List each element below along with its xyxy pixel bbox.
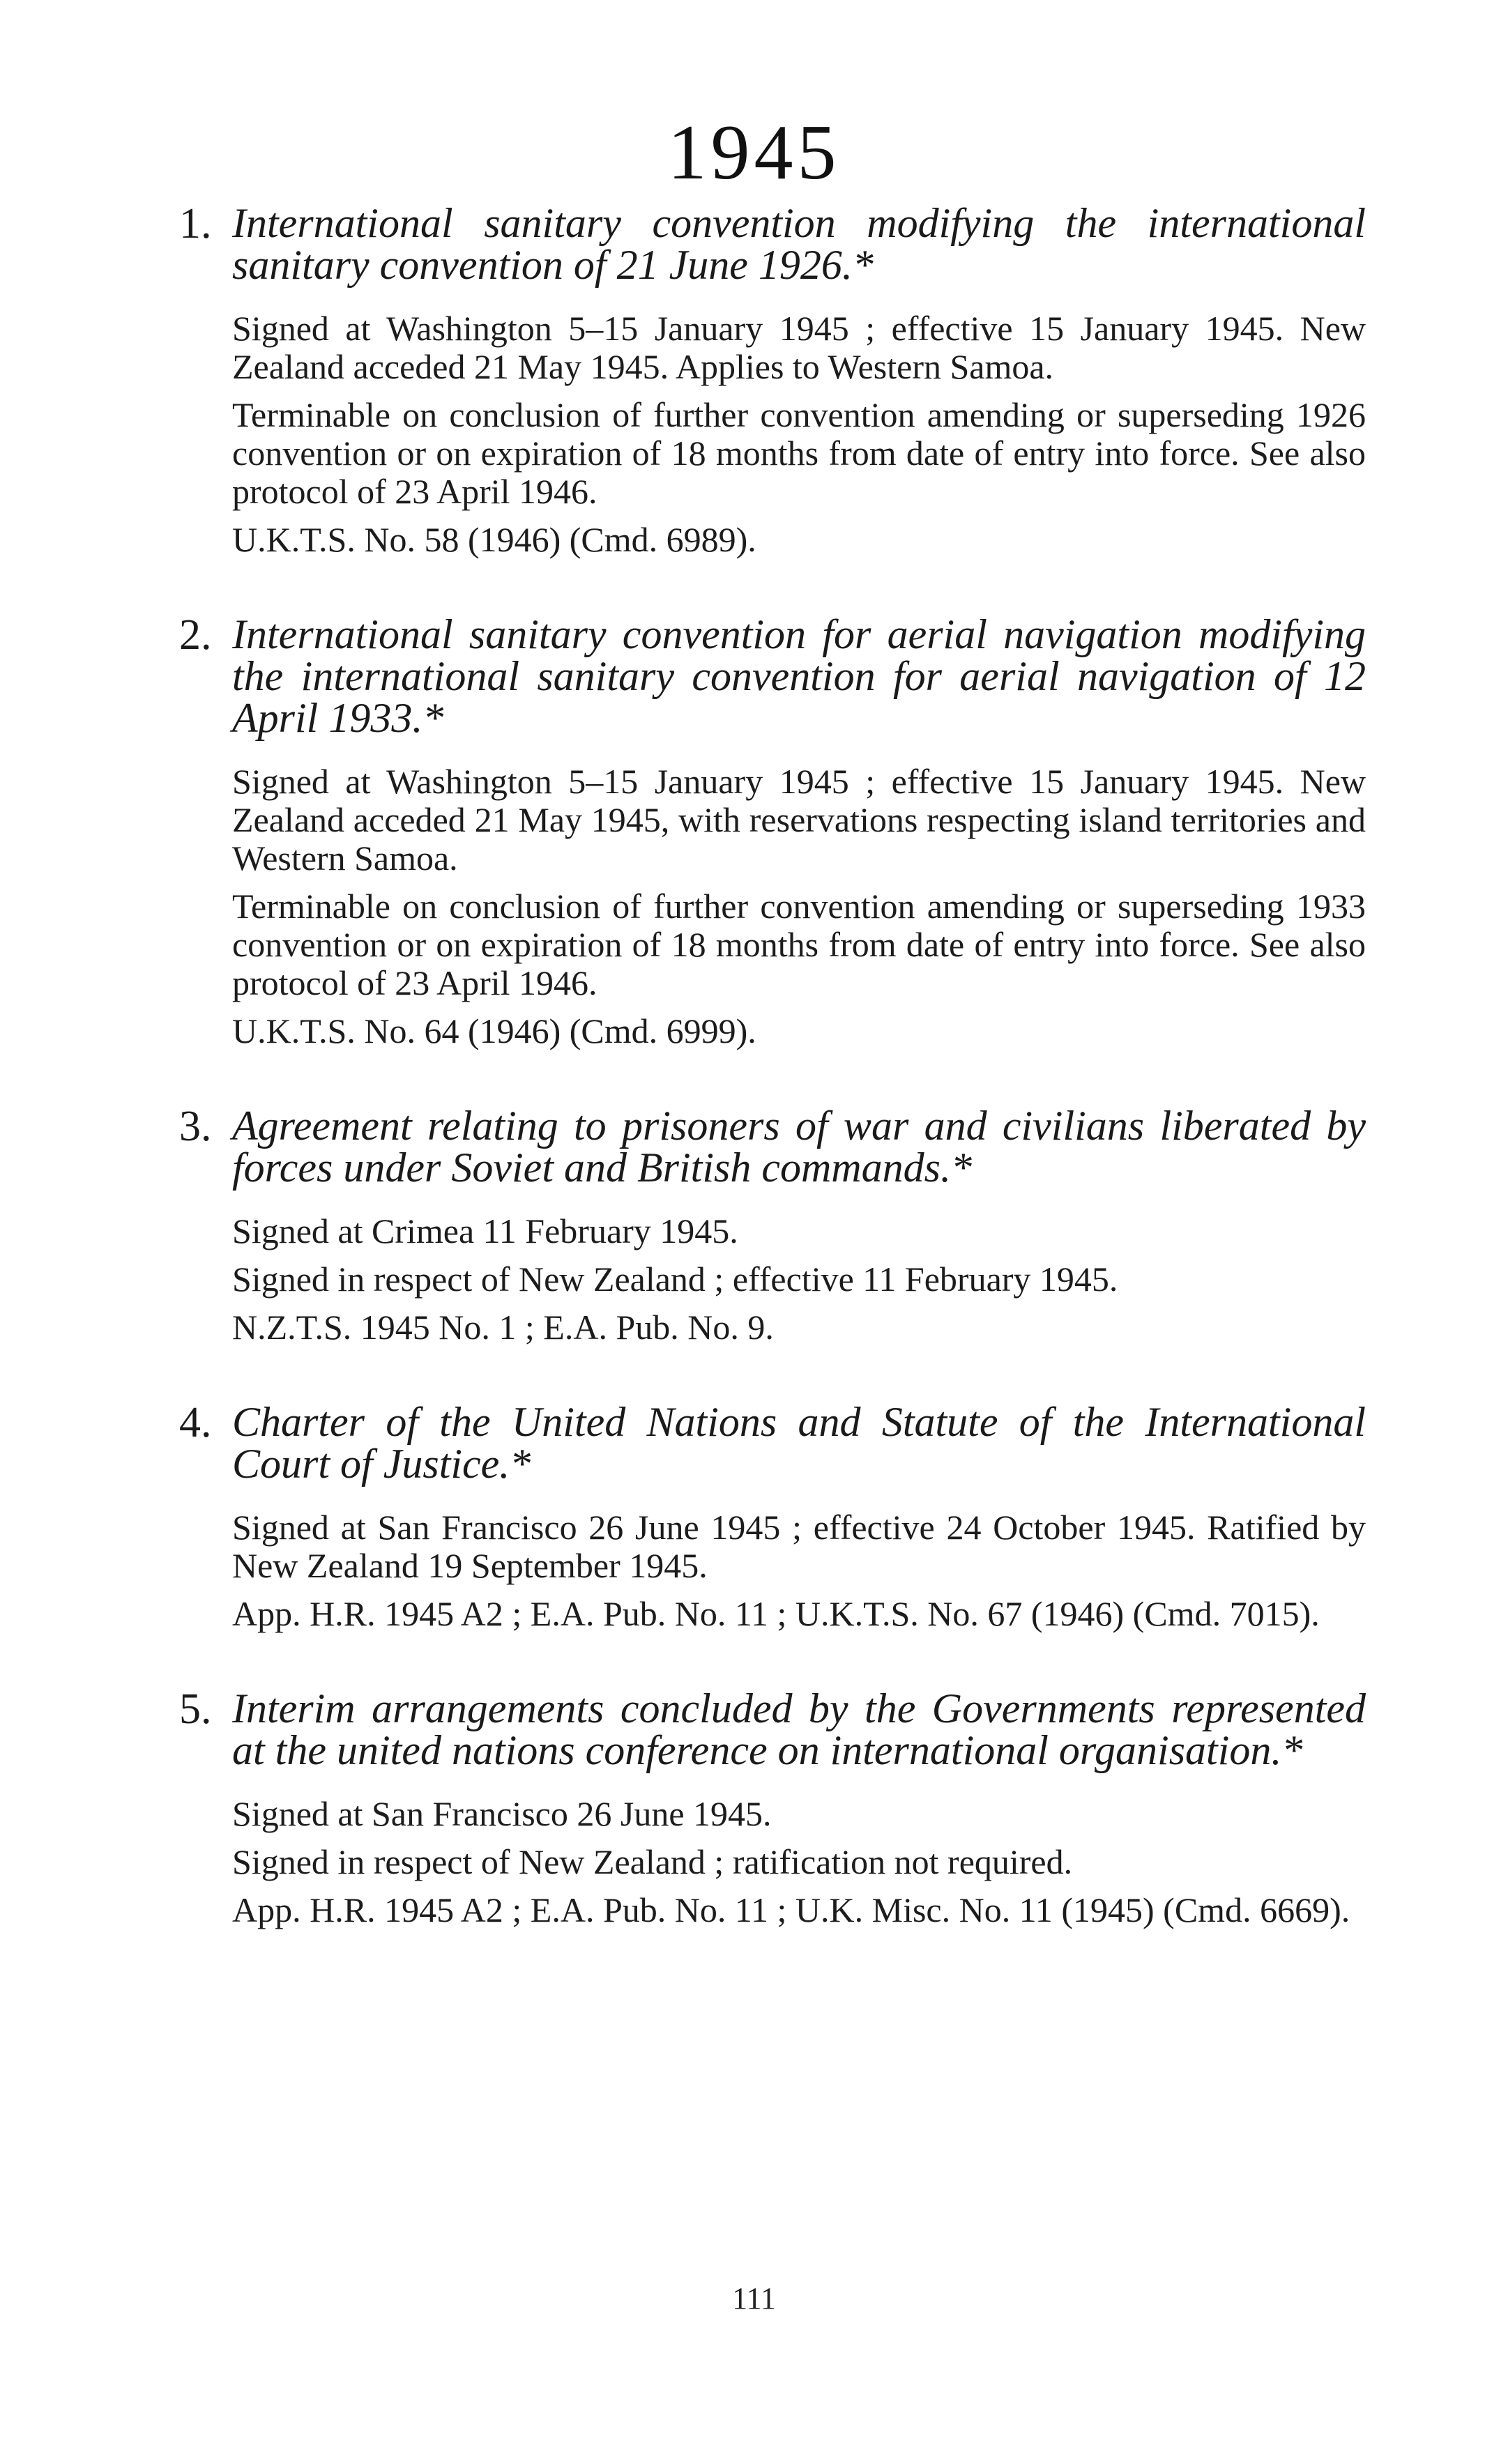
entry-paragraph: Signed in respect of New Zealand ; effective 11 February 1945. (232, 1260, 1118, 1299)
treaty-entry-5 (0, 1685, 1508, 1929)
entry-paragraph: Signed at Washington 5–15 January 1945 ; effective 15 January 1945. New Zealand acceded 21 May 1945. Applies to Western Samoa. (232, 309, 1366, 386)
entry-paragraph: Terminable on conclusion of further convention amending or superseding 1926 convention or on expiration of 18 months from date of entry into force. See also protocol of 23 April 1946. (232, 395, 1366, 511)
entry-paragraph: Terminable on conclusion of further convention amending or superseding 1933 convention or on expiration of 18 months from date of entry into force. See also protocol of 23 April 1946. (232, 887, 1366, 1002)
entry-paragraph: Signed at Crimea 11 February 1945. (232, 1211, 738, 1250)
entry-paragraph: Signed in respect of New Zealand ; ratification not required. (232, 1842, 1073, 1881)
entry-paragraph: Signed at San Francisco 26 June 1945. (232, 1794, 772, 1833)
treaty-entry-1 (0, 202, 1508, 559)
entry-paragraph: Signed at Washington 5–15 January 1945 ; effective 15 January 1945. New Zealand acceded 21 May 1945, with reservations respecting island territories and Western Samoa. (232, 762, 1366, 878)
entry-title: Charter of the United Nations and Statute of the International Court of Justice.* (232, 1399, 1366, 1487)
page-title: 1945 (667, 109, 841, 196)
entry-title: Agreement relating to prisoners of war and civilians liberated by forces under Soviet and British commands.* (232, 1103, 1366, 1191)
treaty-entry-2 (0, 613, 1508, 1050)
entry-number: 4. (179, 1399, 212, 1446)
entry-reference: App. H.R. 1945 A2 ; E.A. Pub. No. 11 ; U.K.T.S. No. 67 (1946) (Cmd. 7015). (232, 1594, 1320, 1633)
entry-reference: U.K.T.S. No. 64 (1946) (Cmd. 6999). (232, 1011, 756, 1050)
entry-number: 3. (179, 1103, 212, 1150)
entry-number: 5. (179, 1685, 212, 1733)
entry-number: 1. (179, 200, 212, 247)
treaty-entry-4 (0, 1401, 1508, 1633)
entry-reference: U.K.T.S. No. 58 (1946) (Cmd. 6989). (232, 520, 756, 559)
entry-number: 2. (179, 611, 212, 659)
entry-title: International sanitary convention modifying the international sanitary convention of 21 June 1926.* (232, 200, 1366, 288)
page-number: 111 (732, 2281, 776, 2316)
entry-title: Interim arrangements concluded by the Governments represented at the united nations conference on international organisation.* (232, 1685, 1366, 1773)
entry-reference: App. H.R. 1945 A2 ; E.A. Pub. No. 11 ; U.K. Misc. No. 11 (1945) (Cmd. 6669). (232, 1890, 1350, 1929)
treaty-entry-3 (0, 1105, 1508, 1347)
entry-paragraph: Signed at San Francisco 26 June 1945 ; effective 24 October 1945. Ratified by New Zealand 19 September 1945. (232, 1508, 1366, 1585)
entry-title: International sanitary convention for aerial navigation modifying the international sanitary convention for aerial navigation of 12 April 1933.* (232, 611, 1366, 741)
entry-reference: N.Z.T.S. 1945 No. 1 ; E.A. Pub. No. 9. (232, 1308, 774, 1347)
treaty-list (0, 202, 1508, 1984)
